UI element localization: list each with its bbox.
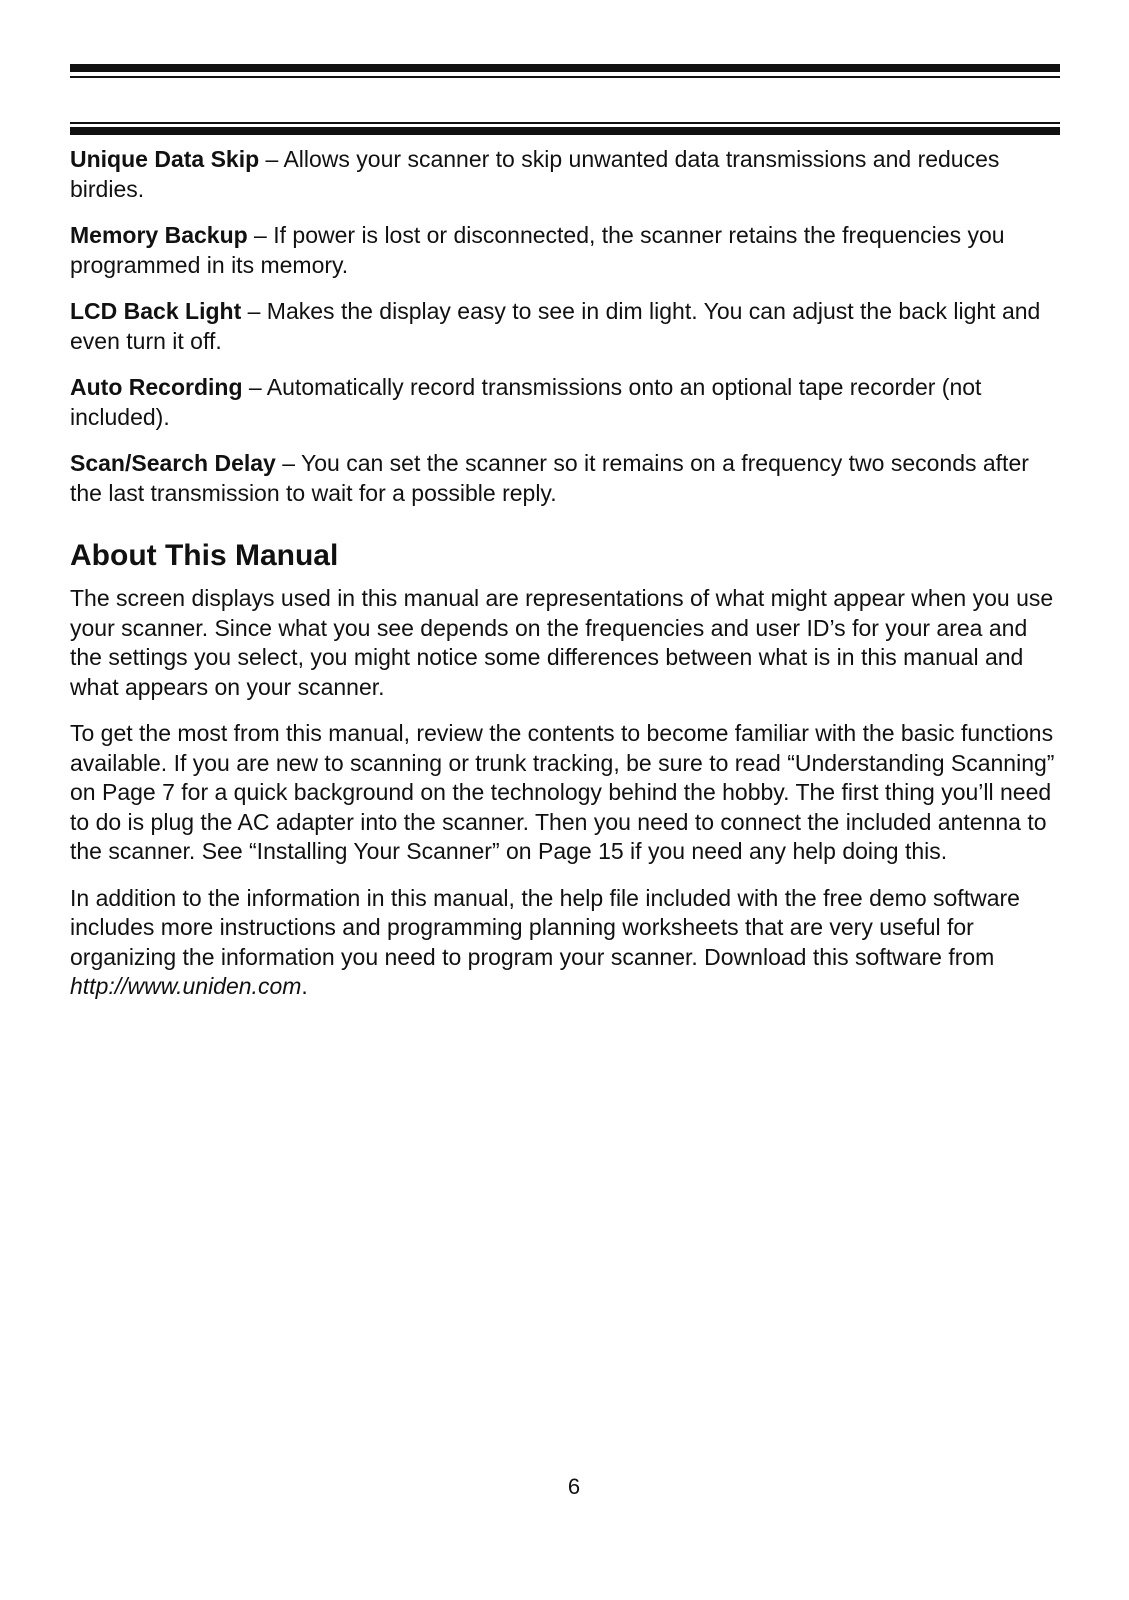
feature-auto-recording	[70, 373, 1055, 432]
about-paragraph-1: The screen displays used in this manual are representations of what might appear when you use your scanner. Since what you see depends on the frequencies and user ID’s for your area and the settings you select, you might notice some differences between what is in this manual and what appears on your scanner.	[70, 585, 1054, 700]
feature-term: Auto Recording	[70, 374, 243, 400]
feature-description: – Allows your scanner to skip unwanted data transmissions and reduces birdies.	[70, 146, 1000, 202]
header-rule-thin	[70, 76, 1060, 78]
section-heading-about-manual: About This Manual	[70, 539, 339, 572]
feature-lcd-back-light	[70, 297, 1055, 356]
about-paragraph-3-end: .	[301, 973, 308, 999]
section-rule-thick	[70, 127, 1060, 135]
feature-memory-backup	[70, 221, 1055, 280]
feature-scan-search-delay	[70, 449, 1055, 508]
about-paragraph-2: To get the most from this manual, review the contents to become familiar with the basic functions available. If you are new to scanning or trunk tracking, be sure to read “Understanding Scanning” on Page 7 for a quick background on the technology behind the hobby. The first thing you’ll need to do is plug the AC adapter into the scanner. Then you need to connect the included antenna to the scanner. See “Installing Your Scanner” on Page 15 if you need any help doing this.	[70, 720, 1055, 864]
section-rule-thin	[70, 122, 1060, 124]
page-content	[70, 145, 1055, 1019]
feature-term: Memory Backup	[70, 222, 248, 248]
feature-description: – You can set the scanner so it remains on a frequency two seconds after the last transmission to wait for a possible reply.	[70, 450, 1029, 506]
feature-description: – Automatically record transmissions onto an optional tape recorder (not included).	[70, 374, 982, 430]
header-rule-thick	[70, 64, 1060, 72]
feature-unique-data-skip	[70, 145, 1055, 204]
feature-term: Unique Data Skip	[70, 146, 260, 172]
feature-term: LCD Back Light	[70, 298, 242, 324]
uniden-url-link[interactable]: http://www.uniden.com	[70, 973, 302, 999]
page-number: 6	[567, 1474, 581, 1499]
feature-description: – Makes the display easy to see in dim light. You can adjust the back light and even turn it off.	[70, 298, 1041, 354]
feature-description: – If power is lost or disconnected, the scanner retains the frequencies you programmed in its memory.	[70, 222, 1005, 278]
about-paragraph-3-text: In addition to the information in this manual, the help file included with the free demo software includes more instructions and programming planning worksheets that are very useful for organizing the information you need to program your scanner. Download this software from	[70, 884, 1020, 970]
about-paragraph-3	[70, 884, 1055, 1002]
feature-term: Scan/Search Delay	[70, 450, 276, 476]
